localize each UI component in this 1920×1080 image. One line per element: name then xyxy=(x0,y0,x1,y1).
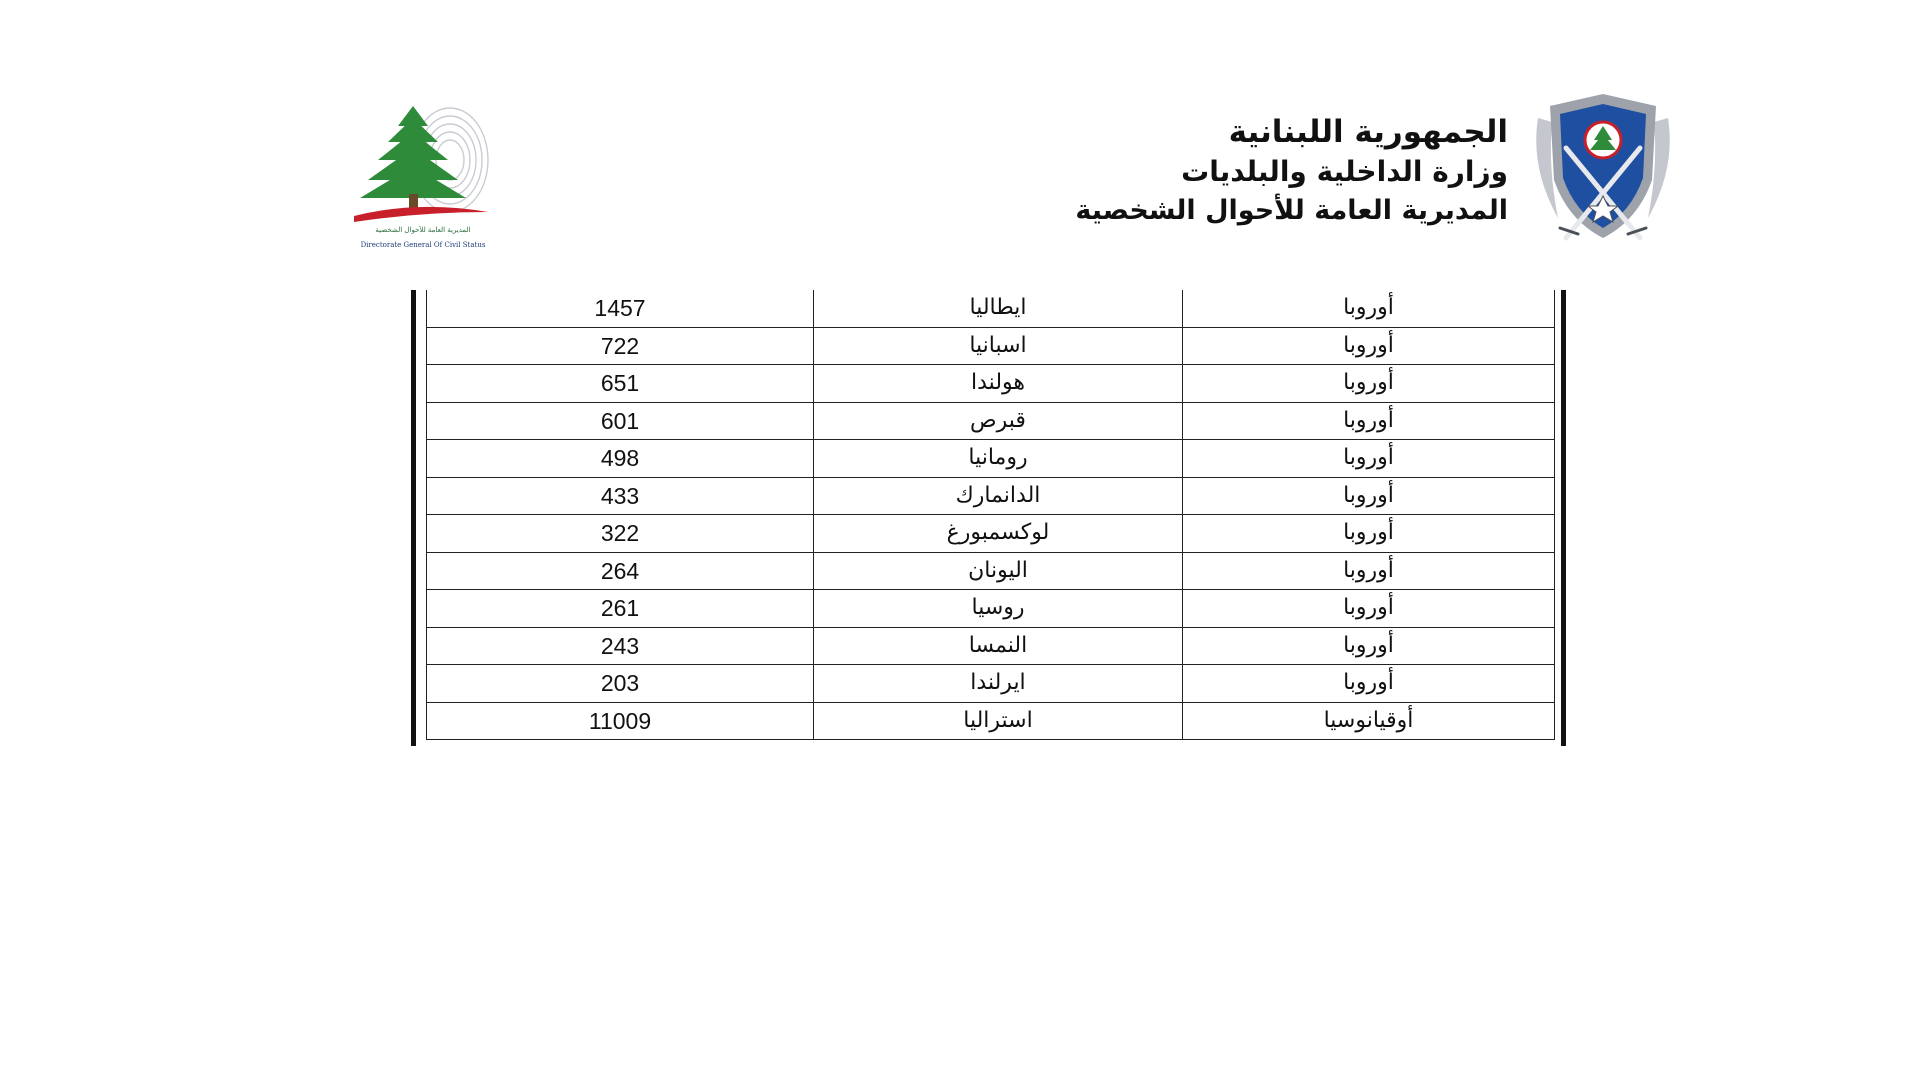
country-cell: ايطاليا xyxy=(814,290,1183,327)
region-cell: أوروبا xyxy=(1183,515,1555,553)
table-body xyxy=(427,290,1555,740)
count-cell: 203 xyxy=(427,665,814,703)
country-cell: قبرص xyxy=(814,402,1183,440)
count-cell: 601 xyxy=(427,402,814,440)
statistics-table-container xyxy=(411,290,1566,746)
region-cell: أوروبا xyxy=(1183,590,1555,628)
country-cell: روسيا xyxy=(814,590,1183,628)
count-cell: 264 xyxy=(427,552,814,590)
table-row xyxy=(427,627,1555,665)
region-cell: أوروبا xyxy=(1183,327,1555,365)
region-cell: أوروبا xyxy=(1183,290,1555,327)
table-row xyxy=(427,327,1555,365)
region-cell: أوروبا xyxy=(1183,477,1555,515)
table-row xyxy=(427,590,1555,628)
country-cell: اسبانيا xyxy=(814,327,1183,365)
country-cell: هولندا xyxy=(814,365,1183,403)
count-cell: 722 xyxy=(427,327,814,365)
table-row xyxy=(427,440,1555,478)
header-republic: الجمهورية اللبنانية xyxy=(1228,114,1508,150)
table-row xyxy=(427,552,1555,590)
region-cell: أوروبا xyxy=(1183,402,1555,440)
region-cell: أوروبا xyxy=(1183,365,1555,403)
logo-caption-arabic: المديرية العامة للأحوال الشخصية xyxy=(375,226,471,234)
table-row xyxy=(427,290,1555,327)
region-cell: أوروبا xyxy=(1183,552,1555,590)
country-cell: ايرلندا xyxy=(814,665,1183,703)
table-row xyxy=(427,365,1555,403)
country-cell: اليونان xyxy=(814,552,1183,590)
count-cell: 261 xyxy=(427,590,814,628)
civil-status-logo xyxy=(338,88,508,256)
count-cell: 243 xyxy=(427,627,814,665)
document-header xyxy=(1075,112,1508,230)
logo-caption-english: Directorate General Of Civil Status xyxy=(360,241,486,249)
table-left-rule xyxy=(411,290,416,746)
country-cell: استراليا xyxy=(814,702,1183,740)
header-ministry: وزارة الداخلية والبلديات xyxy=(1181,155,1508,188)
header-directorate: المديرية العامة للأحوال الشخصية xyxy=(1075,195,1508,226)
country-cell: الدانمارك xyxy=(814,477,1183,515)
table-row xyxy=(427,477,1555,515)
count-cell: 322 xyxy=(427,515,814,553)
table-row xyxy=(427,702,1555,740)
table-row xyxy=(427,515,1555,553)
statistics-table xyxy=(426,290,1555,740)
country-cell: النمسا xyxy=(814,627,1183,665)
table-right-rule xyxy=(1561,290,1566,746)
country-cell: لوكسمبورغ xyxy=(814,515,1183,553)
table-row xyxy=(427,402,1555,440)
country-cell: رومانيا xyxy=(814,440,1183,478)
region-cell: أوروبا xyxy=(1183,440,1555,478)
region-cell: أوقيانوسيا xyxy=(1183,702,1555,740)
count-cell: 433 xyxy=(427,477,814,515)
region-cell: أوروبا xyxy=(1183,627,1555,665)
shield-emblem-icon xyxy=(1528,88,1678,250)
count-cell: 651 xyxy=(427,365,814,403)
ministry-emblem xyxy=(1528,88,1678,250)
count-cell: 1457 xyxy=(427,290,814,327)
table-row xyxy=(427,665,1555,703)
count-cell: 498 xyxy=(427,440,814,478)
region-cell: أوروبا xyxy=(1183,665,1555,703)
count-cell: 11009 xyxy=(427,702,814,740)
